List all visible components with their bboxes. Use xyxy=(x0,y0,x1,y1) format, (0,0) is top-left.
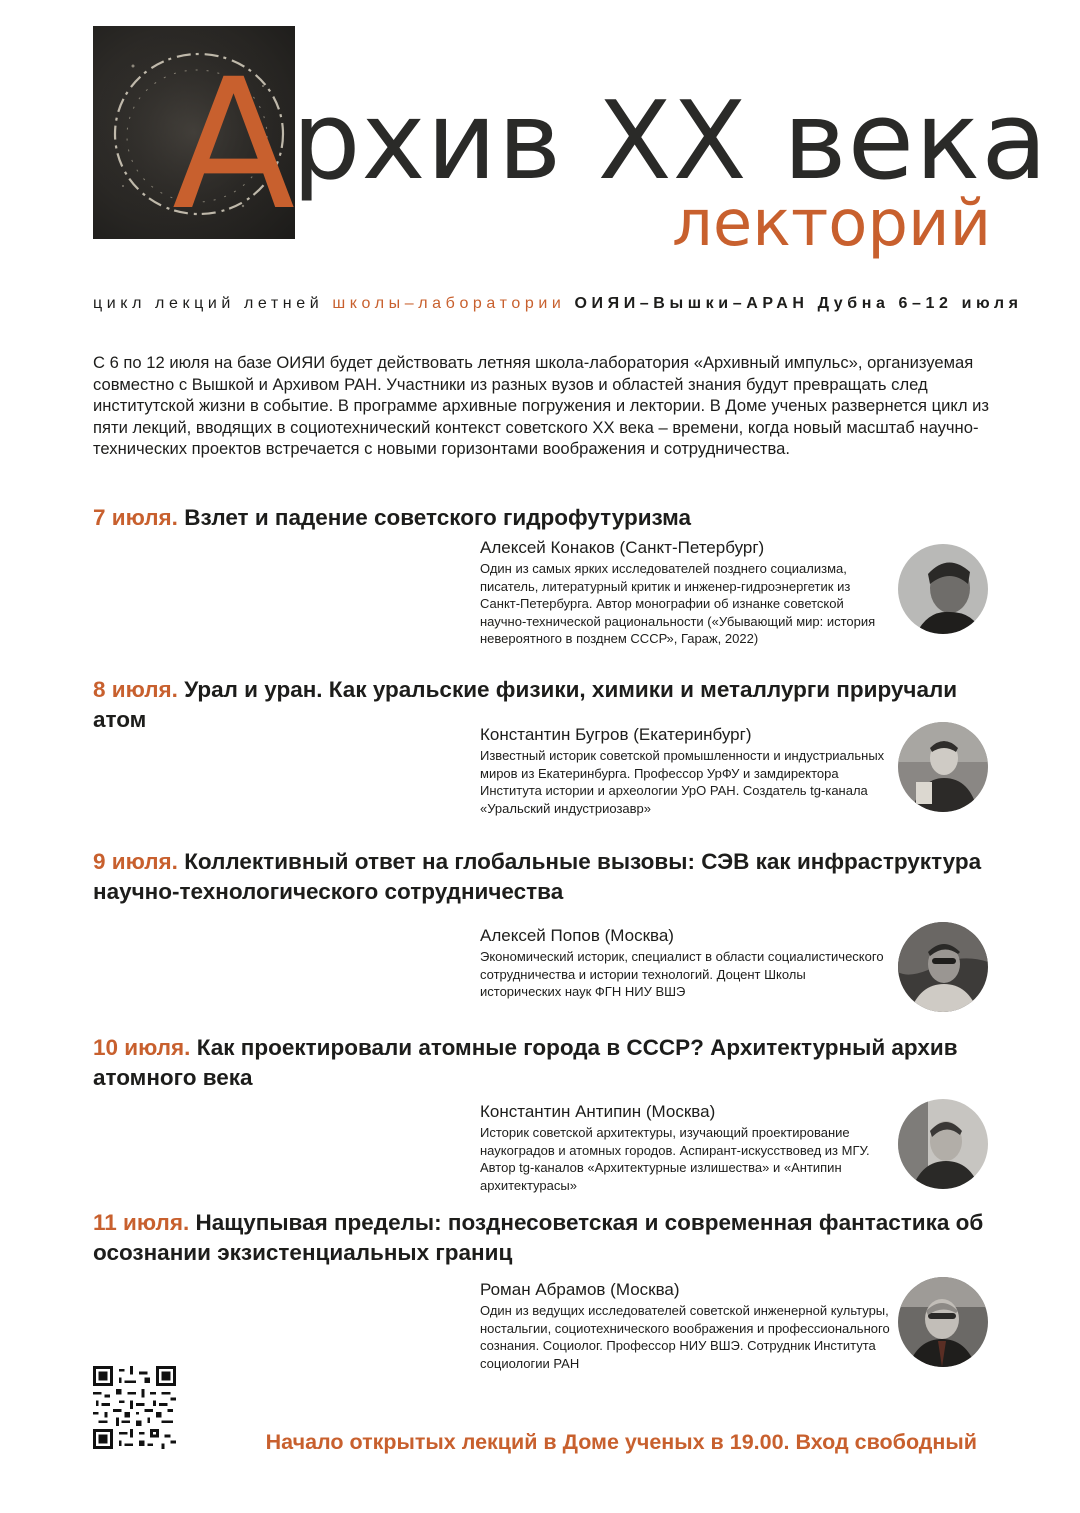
intro-paragraph xyxy=(93,352,993,460)
lecture-title-text: Нащупывая пределы: позднесоветская и современная фантастика об осознании экзистенциальных границ xyxy=(93,1210,984,1265)
speaker-photo xyxy=(898,1277,988,1367)
speaker-block xyxy=(480,724,890,817)
speaker-name: Алексей Конаков (Санкт-Петербург) xyxy=(480,538,765,557)
lecture-title xyxy=(93,1033,1013,1093)
speaker-name: Роман Абрамов (Москва) xyxy=(480,1280,680,1299)
intro-text: С 6 по 12 июля на базе ОИЯИ будет действовать летняя школа-лаборатория «Архивный импульс», организуемая совместно с Вышкой и Архивом РАН. Участники из разных вузов и областей знания будут превращать след институтской жизни в событие. В программе архивные погружения и лектории. В Доме ученых развернется цикл из пяти лекций, вводящих в социотехнический контекст советского XX века – времени, когда новый масштаб научно-технических проектов встречается с новыми горизонтами воображения и сотрудничества. xyxy=(93,353,989,459)
speaker-block xyxy=(480,925,890,1001)
speaker-photo xyxy=(898,922,988,1012)
tagline xyxy=(93,295,1023,313)
lecture-title-text: Коллективный ответ на глобальные вызовы: СЭВ как инфраструктура научно-технологического сотрудничества xyxy=(93,849,982,904)
lecture-title xyxy=(93,1208,1013,1268)
lecture-title xyxy=(93,847,1013,907)
tagline-part1: цикл лекций летней xyxy=(93,295,333,312)
speaker-name: Константин Антипин (Москва) xyxy=(480,1102,716,1121)
footer-note: Начало открытых лекций в Доме ученых в 19.00. Вход свободный xyxy=(265,1430,977,1454)
lecture-date: 9 июля. xyxy=(93,849,178,874)
page-title: рхив XX века xyxy=(292,79,1049,204)
speaker-bio: Один из самых ярких исследователей позднего социализма, писатель, литературный критик и инженер-гидроэнергетик из Санкт-Петербурга. Автор монографии об изнанке советской научно-технической рациональности («Убывающий мир: история невероятного в позднем СССР», Гараж, 2022) xyxy=(480,561,876,647)
lecture-title xyxy=(93,503,1013,533)
speaker-name: Алексей Попов (Москва) xyxy=(480,926,674,945)
speaker-bio: Экономический историк, специалист в области социалистического сотрудничества и истории технологий. Доцент Школы исторических наук ФГН НИУ ВШЭ xyxy=(480,949,884,1000)
lecture-date: 8 июля. xyxy=(93,677,178,702)
title-initial-letter: А xyxy=(172,41,294,250)
lecture-date: 11 июля. xyxy=(93,1210,190,1235)
lecture-title-text: Как проектировали атомные города в СССР? Архитектурный архив атомного века xyxy=(93,1035,958,1090)
speaker-photo xyxy=(898,722,988,812)
speaker-bio: Известный историк советской промышленности и индустриальных миров из Екатеринбурга. Профессор УрФУ и замдиректора Института истории и археологии УрО РАН. Создатель tg-канала «Уральский индустриозавр» xyxy=(480,748,885,816)
lecture-title-text: Взлет и падение советского гидрофутуризма xyxy=(184,505,692,530)
tagline-part3: ОИЯИ–Вышки–АРАН Дубна 6–12 июля xyxy=(565,295,1023,312)
speaker-block xyxy=(480,1279,890,1372)
tagline-accent: школы–лаборатории xyxy=(332,295,566,312)
speaker-block xyxy=(480,537,890,648)
lecture-title-text: Урал и уран. Как уральские физики, химики и металлурги приручали атом xyxy=(93,677,958,732)
speaker-photo xyxy=(898,544,988,634)
speaker-bio: Историк советской архитектуры, изучающий проектирование наукоградов и атомных городов. Аспирант-искусствовед из МГУ. Автор tg-каналов «Архитектурные излишества» и «Антипин архитектурасы» xyxy=(480,1125,870,1193)
lecture-date: 7 июля. xyxy=(93,505,178,530)
lecture-date: 10 июля. xyxy=(93,1035,191,1060)
speaker-block xyxy=(480,1101,890,1194)
speaker-name: Константин Бугров (Екатеринбург) xyxy=(480,725,752,744)
speaker-photo xyxy=(898,1099,988,1189)
page-subtitle: лекторий xyxy=(672,187,992,261)
speaker-bio: Один из ведущих исследователей советской инженерной культуры, ностальгии, социотехнического воображения и профессионального сознания. Социолог. Профессор НИУ ВШЭ. Сотрудник Института социологии РАН xyxy=(480,1303,890,1371)
